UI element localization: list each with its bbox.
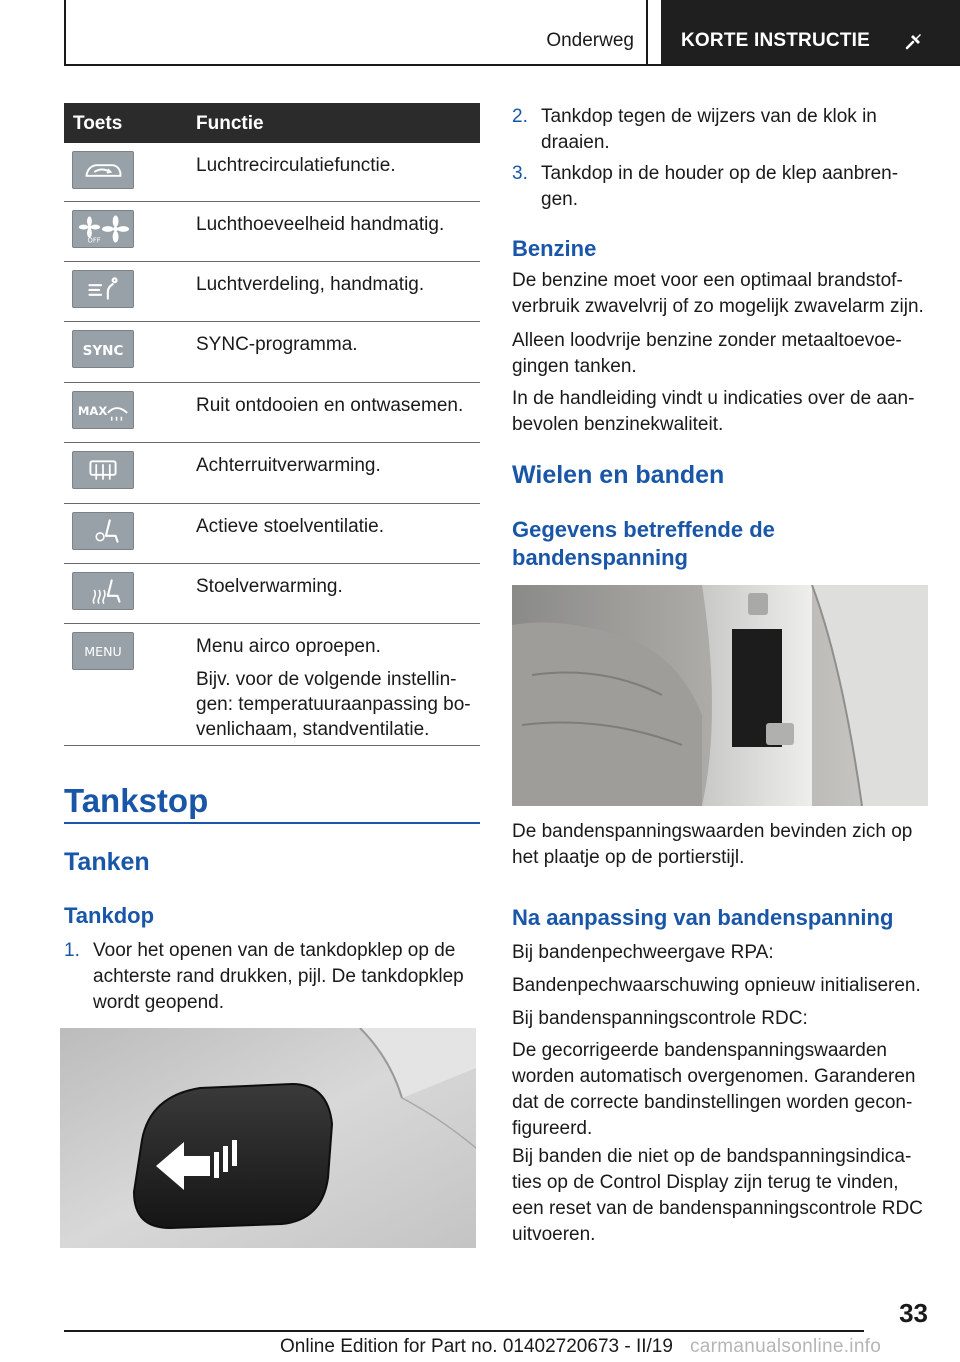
tire-pressure-paragraph: De bandenspanningswaarden bevinden zich op het plaatje op de portierstijl.: [512, 821, 913, 868]
benzine-paragraph-1: De benzine moet voor een optimaal brandstof-verbruik zwavelvrij of zo mogelijk zwavelarm zijn.: [512, 270, 924, 317]
benzine-paragraph-3: In de handleiding vindt u indicaties over de aan-bevolen benzinekwaliteit.: [512, 388, 915, 435]
function-text: SYNC-programma.: [196, 334, 358, 355]
table-row: [64, 504, 480, 564]
heading-after-adjustment: Na aanpassing van bandenspanning: [512, 905, 894, 930]
header-section: Onderweg: [546, 30, 634, 51]
fan-icon: [72, 210, 134, 248]
adjust-paragraph-3: Bij bandenspanningscontrole RDC:: [512, 1008, 808, 1029]
menu-icon: [72, 632, 134, 670]
benzine-paragraph-2: Alleen loodvrije benzine zonder metaaltoevoe-gingen tanken.: [512, 330, 902, 377]
table-row: [64, 322, 480, 383]
door-pillar-photo: [512, 585, 928, 806]
function-text: Luchtverdeling, handmatig.: [196, 274, 425, 295]
adjust-paragraph-4: De gecorrigeerde bandenspanningswaarden worden automatisch overgenomen. Garanderen dat de correcte bandinstellingen worden gecon-figureerd.: [512, 1040, 916, 1139]
seat-ventilation-icon: [72, 512, 134, 550]
table-row: [64, 143, 480, 202]
svg-text:OFF: OFF: [87, 236, 101, 245]
heading-tankstop: Tankstop: [64, 782, 209, 819]
heading-tanken: Tanken: [64, 848, 150, 876]
seat-heating-icon: [72, 572, 134, 610]
heading-benzine: Benzine: [512, 236, 597, 261]
table-row: [64, 564, 480, 624]
rear-defrost-icon: [72, 451, 134, 489]
header-rule: [64, 64, 960, 66]
footer-edition: Online Edition for Part no. 01402720673 - II/19: [280, 1336, 673, 1357]
heading-rule: [64, 822, 480, 824]
table-row: [64, 262, 480, 322]
fuel-flap-photo: [60, 1028, 476, 1248]
header-chapter: KORTE INSTRUCTIE: [681, 30, 870, 51]
function-text: Ruit ontdooien en ontwasemen.: [196, 395, 464, 416]
climate-buttons-table: [64, 103, 480, 746]
svg-text:SYNC: SYNC: [82, 342, 124, 359]
function-text: Actieve stoelventilatie.: [196, 516, 384, 537]
header-chapter-box: [661, 0, 960, 64]
sync-icon: [72, 330, 134, 368]
heading-tankdop: Tankdop: [64, 903, 155, 928]
page-number: 33: [899, 1298, 928, 1328]
pushpin-icon: [901, 28, 927, 54]
max-defrost-icon: [72, 391, 134, 429]
air-distribution-icon: [72, 270, 134, 308]
adjust-paragraph-5: Bij banden die niet op de bandspanningsindica-ties op de Control Display zijn terug te vinden, een reset van de bandenspanningscontrole RDC uitvoeren.: [512, 1146, 923, 1245]
svg-text:MENU: MENU: [84, 643, 122, 659]
watermark: carmanualsonline.info: [690, 1336, 882, 1357]
table-row: [64, 383, 480, 443]
footer-rule: [64, 1330, 864, 1332]
function-text: Luchthoeveelheid handmatig.: [196, 214, 445, 235]
col-header-key: Toets: [73, 113, 123, 134]
function-text: Achterruitverwarming.: [196, 455, 381, 476]
heading-wheels-tires: Wielen en banden: [512, 461, 725, 489]
heading-tire-pressure-data: Gegevens betreffende de bandenspanning: [512, 517, 775, 570]
adjust-paragraph-2: Bandenpechwaarschuwing opnieuw initialiseren.: [512, 975, 921, 996]
adjust-paragraph-1: Bij bandenpechweergave RPA:: [512, 942, 774, 963]
table-row: [64, 443, 480, 504]
table-header: [64, 103, 480, 143]
function-text: Luchtrecirculatiefunctie.: [196, 155, 396, 176]
svg-text:MAX: MAX: [77, 403, 108, 418]
col-header-function: Functie: [196, 113, 264, 134]
function-text: Menu airco oproepen. Bijv. voor de volgende instellin- gen: temperatuuraanpassing bo- venlichaam, standventilatie.: [196, 636, 471, 740]
function-text: Stoelverwarming.: [196, 576, 343, 597]
table-row: [64, 624, 480, 746]
recirculation-icon: [72, 151, 134, 189]
table-row: [64, 202, 480, 262]
